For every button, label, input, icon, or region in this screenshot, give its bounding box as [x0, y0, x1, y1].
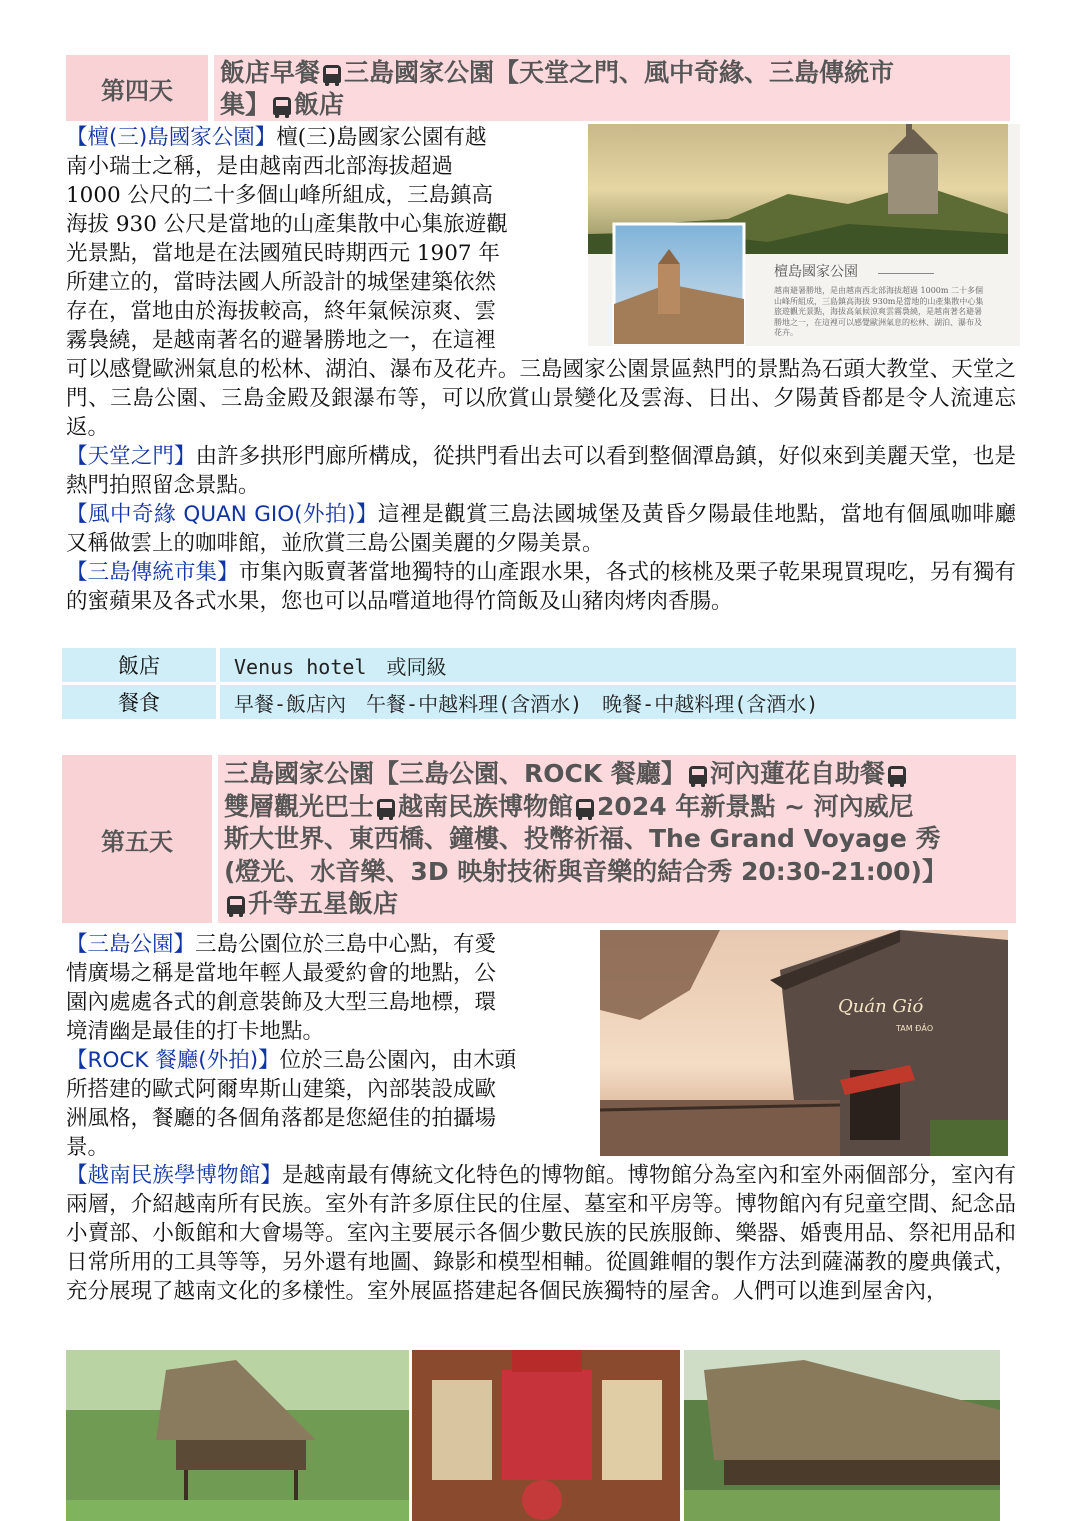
photo-caption-title: 檀島國家公園 [774, 264, 858, 280]
market-paragraph: 【三島傳統市集】市集內販賣著當地獨特的山產跟水果，各式的核桃及栗子乾果現買現吃，另有獨有的蜜蘋果及各式水果，您也可以品嚐道地得竹筒飯及山豬肉烤肉香腸。 [66, 560, 1016, 614]
day4-body [66, 355, 1016, 616]
sign-sub: TAM ĐẢO [896, 1024, 934, 1033]
photo-caption-text: 越南避暑勝地，是由越南西北部海拔超過 1000m 二十多個山峰所組成，三島鎮高海拔 930m是當地的山產集散中心集旅遊觀光景點，海拔高氣候涼爽雲霧裊繞，是越南著名避暑勝地之一，在這裡可以感覺歐洲氣息的松林、湖泊、瀑布及花卉。 [774, 286, 984, 337]
heaven-gate-paragraph: 【天堂之門】由許多拱形門廊所構成，從拱門看出去可以看到整個潭島鎮，好似來到美麗天堂，也是熱門拍照留念景點。 [66, 444, 1016, 498]
bus-icon [323, 65, 341, 83]
park-continued: 可以感覺歐洲氣息的松林、湖泊、瀑布及花卉。三島國家公園景區熱門的景點為石頭大教堂、天堂之門、三島公園、三島金殿及銀瀑布等，可以欣賞山景變化及雲海、日出、夕陽黃昏都是令人流連忘返。 [66, 357, 1016, 440]
stilt-house-image [66, 1350, 409, 1521]
day5-title: 三島國家公園【三島公園、ROCK 餐廳】 河內蓮花自助餐 雙層觀光巴士 越南民族博物館 2024 年新景點 ~ 河內威尼 斯大世界、東西橋、鐘樓、投幣祈福、The Grand Voyage 秀 (燈光、水音樂、3D 映射技術與音樂的結合秀 20:30-21:00)】 升等五星飯店 [218, 755, 1016, 923]
hotel-value: Venus hotel 或同級 [220, 648, 1016, 682]
meal-value: 早餐-飯店內 午餐-中越料理(含酒水) 晚餐-中越料理(含酒水) [220, 685, 1016, 719]
bus-icon [888, 766, 906, 784]
museum-paragraph: 【越南民族學博物館】是越南最有傳統文化特色的博物館。博物館分為室內和室外兩個部分，室內有兩層，介紹越南所有民族。室外有許多原住民的住屋、墓室和平房等。博物館內有兒童空間、紀念品小賣部、小飯館和大會場等。室內主要展示各個少數民族的民族服飾、樂器、婚喪用品、祭祀用品和日常所用的工具等等，另外還有地圖、錄影和模型相輔。從圓錐帽的製作方法到薩滿教的慶典儀式，充分展現了越南文化的多樣性。室外展區搭建起各個民族獨特的屋舍。人們可以進到屋舍內， [66, 1163, 1016, 1304]
day4-park-paragraph: 【檀(三)島國家公園】檀(三)島國家公園有越 南小瑞士之稱，是由越南西北部海拔超過 1000 公尺的二十多個山峰所組成，三島鎮高 海拔 930 公尺是當地的山產集散中心集旅遊觀 光景點，當地是在法國殖民時期西元 1907 年 所建立的，當時法國人所設計的城堡建築依然 存在，當地由於海拔較高，終年氣候涼爽、雲 霧裊繞，是越南著名的避暑勝地之一，在這裡 [66, 125, 508, 353]
day4-header [66, 55, 1010, 121]
museum-photo-1 [66, 1350, 409, 1521]
hotel-key: 飯店 [62, 648, 216, 682]
day5-park-paragraph: 【三島公園】三島公園位於三島中心點，有愛 情廣場之稱是當地年輕人最愛約會的地點，公 園內處處各式的創意裝飾及大型三島地標，環 境清幽是最佳的打卡地點。 【ROCK 餐廳(外拍)】位於三島公園內，由木頭 所搭建的歐式阿爾卑斯山建築，內部裝設成歐 洲風格，餐廳的各個角落都是您絕佳的拍攝場 景。 [66, 932, 517, 1160]
day4-label: 第四天 [66, 55, 208, 121]
museum-photo-3 [684, 1350, 1000, 1521]
day5-label: 第五天 [62, 755, 212, 923]
altar-display-image [412, 1350, 680, 1521]
wind-cafe-paragraph: 【風中奇緣 QUAN GIO(外拍)】這裡是觀賞三島法國城堡及黃昏夕陽最佳地點，當地有個風咖啡廳又稱做雲上的咖啡館，並欣賞三島公園美麗的夕陽美景。 [66, 502, 1016, 556]
bus-icon [273, 97, 291, 115]
sandao-park-tag: 【三島公園】 [66, 932, 196, 957]
sign-text: Quán Gió [838, 996, 924, 1017]
park-tag: 【檀(三)島國家公園】 [66, 125, 277, 150]
bus-icon [576, 799, 594, 817]
longhouse-image [684, 1350, 1000, 1521]
caption-divider [878, 273, 934, 274]
tam-dao-photo-collage [588, 124, 1020, 346]
hotel-row [62, 648, 1016, 682]
rock-tag: 【ROCK 餐廳(外拍)】 [66, 1048, 280, 1073]
meal-row [62, 685, 1016, 719]
restaurant-image [600, 930, 1008, 1156]
day5-header [62, 755, 1016, 923]
day4-title: 飯店早餐 三島國家公園【天堂之門、風中奇緣、三島傳統市 集】 飯店 [214, 55, 1010, 121]
bus-icon [689, 766, 707, 784]
museum-tag: 【越南民族學博物館】 [66, 1163, 282, 1188]
bus-icon [227, 896, 245, 914]
rock-restaurant-photo [600, 930, 1008, 1156]
museum-photo-2 [412, 1350, 680, 1521]
bus-icon [377, 799, 395, 817]
meal-key: 餐食 [62, 685, 216, 719]
